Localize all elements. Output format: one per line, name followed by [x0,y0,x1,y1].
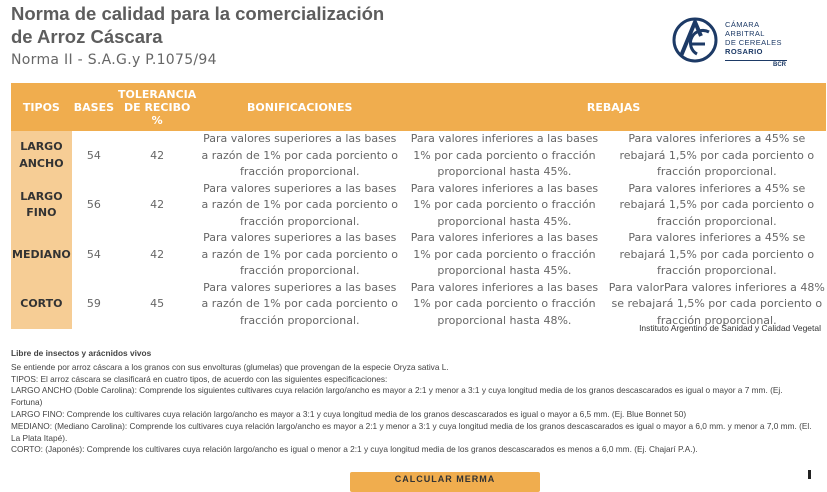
cell-bonificacion: Para valores superiores a las bases a razón de 1% por cada porciento o fracción proporcional. [201,132,398,178]
table-row [11,131,826,181]
table-row [11,280,826,330]
cell-tolerancia: 45 [150,297,165,310]
cell-rebaja: Para valores inferiores a las bases 1% por cada porciento o fracción proporcional hasta 45%. [410,132,599,178]
cell-tolerancia: 42 [150,148,165,162]
logo-line-2: ARBITRAL [725,29,765,38]
logo-bcr: BCR [773,62,786,68]
header-bases: BASES [73,100,115,114]
logo-line-4: ROSARIO [725,47,763,56]
table-row [11,230,826,280]
header-tipos: TIPOS [22,100,60,114]
cell-rebaja-extra: Para valorPara valores inferiores a 48% se rebajará 1,5% por cada porciento o fracción proporcional. [608,280,825,327]
notes-line: LARGO FINO: Comprende los cultivares cuya relación largo/ancho es mayor a 3:1 y cuya longitud media de los granos descascarados es igual o mayor a 6,5 mm. (Ej. Blue Bonnet 50) [11,408,687,419]
cell-base: 56 [86,198,101,211]
cell-bonificacion: Para valores superiores a las bases a razón de 1% por cada porciento o fracción proporcional. [201,280,398,327]
cell-rebaja: Para valores inferiores a las bases 1% por cada porciento o fracción proporcional hasta 45%. [410,181,599,228]
logo-rule [725,60,787,61]
cell-tolerancia: 42 [150,247,165,261]
cell-rebaja-extra: Para valores inferiores a 45% se rebajará 1,5% por cada porciento o fracción proporcional. [619,132,815,178]
notes-line: MEDIANO: (Mediano Carolina): Comprende los cultivares cuya relación largo/ancho es mayor a 2:1 y menor a 3:1 y cuya longitud media de los granos descascarados es igual o mayor a 6,0 mm. y menor a 7,0 mm. (El. La Plata Itapé). [11,420,812,443]
camara-emblem-icon [671,14,721,70]
cell-base: 59 [86,297,101,310]
cell-rebaja-extra: Para valores inferiores a 45% se rebajará 1,5% por cada porciento o fracción proporcional. [619,181,815,228]
rice-standard-table [11,83,826,329]
cell-base: 54 [86,148,101,162]
notes-section [11,348,816,456]
page-header [11,2,821,82]
notes-line: CORTO: (Japonés): Comprende los cultivares cuya relación largo/ancho es igual o menor a 2:1 y cuya longitud media de los granos descascarados es menos a 6,0 mm. (Ej. Chajarí P.A.). [11,444,698,455]
table-header-row [11,83,826,131]
cell-rebaja: Para valores inferiores a las bases 1% por cada porciento o fracción proporcional hasta 48%. [410,280,599,327]
header-bonificaciones: BONIFICACIONES [247,100,353,114]
cell-tipo: LARGO FINO [11,181,72,231]
source-credit: Instituto Argentino de Sanidad y Calidad Vegetal [639,323,821,333]
header-tolerancia: TOLERANCIA DE RECIBO % [118,87,197,127]
cell-bonificacion: Para valores superiores a las bases a razón de 1% por cada porciento o fracción proporcional. [201,181,398,228]
title-line-2: de Arroz Cáscara [11,26,163,47]
header-rebajas: REBAJAS [586,100,641,114]
scrollbar-marker[interactable] [808,470,811,479]
cell-rebaja: Para valores inferiores a las bases 1% por cada porciento o fracción proporcional hasta 45%. [410,231,599,277]
cell-base: 54 [86,247,101,261]
page-subtitle: Norma II - S.A.G.y P.1075/94 [11,52,217,68]
notes-heading: Libre de insectos y arácnidos vivos [11,348,152,358]
cell-tolerancia: 42 [150,198,165,211]
cell-tipo: CORTO [11,280,72,330]
camara-arbitral-logo [671,14,807,72]
cell-rebaja-extra: Para valores inferiores a 45% se rebajará 1,5% por cada porciento o fracción proporcional. [619,231,815,277]
cell-bonificacion: Para valores superiores a las bases a razón de 1% por cada porciento o fracción proporcional. [201,231,398,277]
calcular-merma-button[interactable]: CALCULAR MERMA [350,472,540,492]
logo-line-1: CÁMARA [725,20,760,29]
logo-text [725,20,782,56]
table-row [11,181,826,231]
logo-line-3: DE CEREALES [725,38,782,47]
title-line-1: Norma de calidad para la comercialización [11,3,385,24]
notes-line: Se entiende por arroz cáscara a los granos con sus envolturas (glumelas) que provengan de la especie Oryza sativa L. [11,361,449,372]
notes-line: TIPOS: El arroz cáscara se clasificará en cuatro tipos, de acuerdo con las siguientes especificaciones: [11,373,388,384]
notes-line: LARGO ANCHO (Doble Carolina): Comprende los siguientes cultivares cuya relación largo/ancho es mayor a 2:1 y menor a 3:1 y cuya longitud media de los granos descascarados es igual o mayor a 7 mm. (Ej. Fortuna) [11,385,783,408]
cell-tipo: LARGO ANCHO [11,131,72,181]
cell-tipo: MEDIANO [11,230,72,280]
